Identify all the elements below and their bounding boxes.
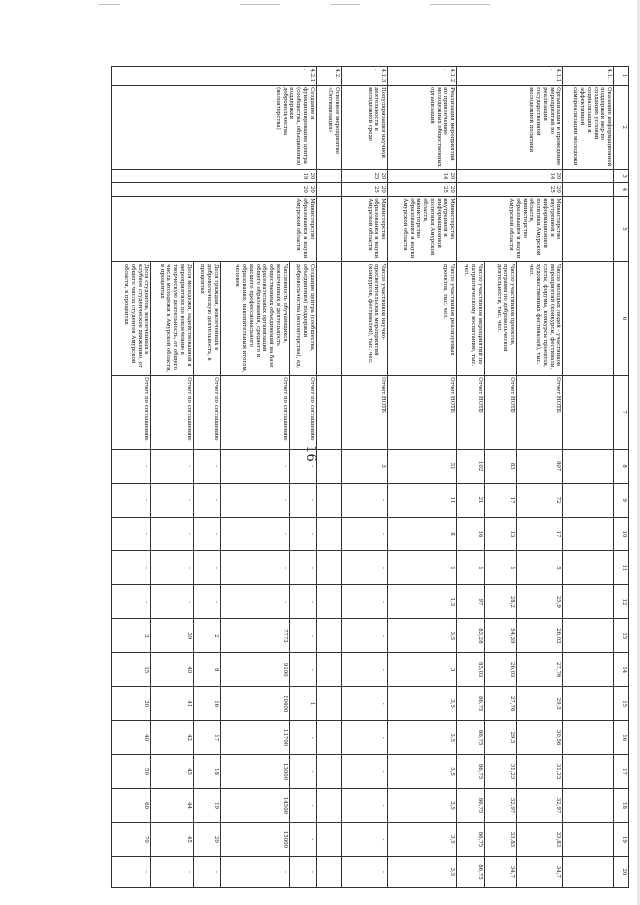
value-cell: 40: [151, 653, 193, 687]
header-cell: 2: [614, 85, 629, 169]
value-cell: -: [112, 551, 151, 585]
value-cell: -: [193, 517, 220, 551]
row-number: 4.1.3.: [341, 67, 387, 86]
value-cell: -: [151, 483, 193, 517]
value-cell: 8: [193, 653, 220, 687]
value-cell: -: [341, 551, 387, 585]
value-cell: 29,5: [484, 721, 516, 755]
value-cell: -: [112, 517, 151, 551]
row-start-year: 2014: [457, 169, 563, 182]
indicator-name: Доля молодежи, задействованной в мероприятиях по вовлечению в творческую деятельность, от общего числа молодежи в Амурской области, в процентах: [151, 262, 193, 375]
value-cell: 31,23: [484, 755, 516, 789]
value-cell: 27,76: [517, 653, 563, 687]
value-cell: -: [289, 619, 316, 653]
data-source: Отчет по соглашению: [289, 375, 316, 449]
value-cell: -: [151, 585, 193, 619]
header-cell: 18: [614, 789, 629, 823]
value-cell: -: [289, 551, 316, 585]
value-cell: -: [289, 721, 316, 755]
value-cell: -: [193, 449, 220, 483]
value-cell: -: [341, 619, 387, 653]
value-cell: 17: [484, 483, 516, 517]
value-cell: 26,03: [484, 653, 516, 687]
value-cell: 15: [112, 653, 151, 687]
value-cell: -: [220, 517, 289, 551]
value-cell: -: [341, 721, 387, 755]
value-cell: 86,75: [457, 687, 485, 721]
row-executor: Министерство образования и науки Амурской области: [341, 196, 387, 262]
row-executor: Министерство образования и науки Амурской области: [112, 196, 317, 262]
header-cell: 10: [614, 517, 629, 551]
value-cell: -: [112, 585, 151, 619]
table-row: [289, 67, 316, 888]
value-cell: 3,5: [388, 687, 457, 721]
header-cell: 1: [614, 67, 629, 86]
header-row: [614, 67, 629, 888]
value-cell: 28,2: [484, 585, 516, 619]
row-name: Реализация мероприятий по привлечению молодежных общественных организаций: [388, 85, 457, 169]
value-cell: 3,5: [388, 721, 457, 755]
value-cell: 39: [151, 619, 193, 653]
header-cell: 19: [614, 822, 629, 856]
value-cell: -: [289, 517, 316, 551]
row-name: Создание и функционирование центра (сообщества, объединения) поддержки добровольчества (волонтерства): [112, 85, 317, 169]
value-cell: 1: [484, 551, 516, 585]
value-cell: -: [289, 755, 316, 789]
indicator-name: Создание центра (сообщества, объединения) поддержки добровольчества (волонтерства), ед.: [289, 262, 316, 375]
header-cell: 13: [614, 619, 629, 653]
value-cell: 1: [289, 687, 316, 721]
value-cell: 11: [388, 483, 457, 517]
value-cell: 3: [341, 449, 387, 483]
value-cell: -: [151, 551, 193, 585]
value-cell: -: [289, 822, 316, 856]
value-cell: -: [220, 449, 289, 483]
value-cell: -: [341, 755, 387, 789]
value-cell: 807: [517, 449, 563, 483]
value-cell: -: [193, 483, 220, 517]
row-start-year: 2014: [388, 169, 457, 182]
value-cell: 3: [112, 619, 151, 653]
indicator-name: Доля студентов, вовлеченных в клубное студенческое движение, от общего числа студентов Амурской области, в процентах: [112, 262, 151, 375]
header-cell: 8: [614, 449, 629, 483]
value-cell: 83: [484, 449, 516, 483]
table-row: [563, 67, 614, 888]
value-cell: 7773: [220, 619, 289, 653]
header-cell: 14: [614, 653, 629, 687]
value-cell: 86,75: [457, 822, 485, 856]
value-cell: 60: [112, 789, 151, 823]
value-cell: -: [289, 483, 316, 517]
value-cell: -: [341, 653, 387, 687]
value-cell: -: [341, 517, 387, 551]
value-cell: 41: [151, 687, 193, 721]
value-cell: 45: [151, 822, 193, 856]
row-start-year: 2019: [112, 169, 317, 182]
value-cell: -: [112, 483, 151, 517]
indicator-name: Число участников мероприятий по патриотическому воспитанию, тыс. чел.: [457, 262, 485, 375]
row-executor: Министерство внутренней и информационной политики Амурской области, министерство образования и науки Амурской области: [388, 196, 457, 262]
data-source: Отчет по соглашению: [193, 375, 220, 449]
row-end-year: 2020: [112, 183, 317, 196]
rotated-table-wrapper: [111, 66, 629, 888]
value-cell: 16: [193, 687, 220, 721]
value-cell: 19: [193, 789, 220, 823]
row-name: Популяризация научной деятельности в молодежной среде: [341, 85, 387, 169]
value-cell: -: [289, 856, 316, 887]
value-cell: -: [341, 483, 387, 517]
value-cell: -: [151, 449, 193, 483]
value-cell: 3,5: [388, 789, 457, 823]
value-cell: 16: [457, 517, 485, 551]
value-cell: -: [220, 483, 289, 517]
value-cell: 32,97: [517, 789, 563, 823]
value-cell: 15000: [220, 822, 289, 856]
value-cell: 21: [457, 483, 485, 517]
value-cell: 10400: [220, 687, 289, 721]
header-cell: 4: [614, 183, 629, 196]
row-start-year: 2025: [341, 169, 387, 182]
value-cell: -: [151, 856, 193, 887]
row-name: Организация и проведение мероприятий по реализации государственной молодежной политики: [457, 85, 563, 169]
data-source: Отчет по соглашению: [112, 375, 151, 449]
value-cell: 13: [484, 517, 516, 551]
header-cell: 5: [614, 196, 629, 262]
value-cell: 72: [517, 483, 563, 517]
value-cell: 3,5: [388, 856, 457, 887]
value-cell: 3,5: [388, 619, 457, 653]
value-cell: 51: [388, 449, 457, 483]
row-name: Оказание информационной поддержки мер по созданию условий социализации и эффективной самореализации молодежи: [563, 85, 614, 169]
value-cell: 43: [151, 755, 193, 789]
header-cell: 16: [614, 721, 629, 755]
value-cell: 3,5: [388, 755, 457, 789]
header-cell: 17: [614, 755, 629, 789]
data-source: Отчет НОТБ: [388, 375, 457, 449]
indicator-name: Число участников научно-просветительских мероприятий (конкурсов, фестивалей), тыс. чел.: [341, 262, 387, 375]
value-cell: 70: [112, 822, 151, 856]
row-name: Основное мероприятие «Оптимизация»: [316, 85, 341, 169]
value-cell: 86,75: [457, 856, 485, 887]
value-cell: -: [151, 517, 193, 551]
value-cell: 27,76: [484, 687, 516, 721]
value-cell: -: [220, 856, 289, 887]
value-cell: 50: [112, 755, 151, 789]
data-source: Отчет НОТБ: [457, 375, 485, 449]
page-number: 16: [302, 445, 318, 462]
header-cell: 15: [614, 687, 629, 721]
value-cell: -: [220, 551, 289, 585]
value-cell: -: [112, 856, 151, 887]
value-cell: 1: [388, 551, 457, 585]
value-cell: -: [193, 551, 220, 585]
value-cell: -: [289, 449, 316, 483]
row-end-year: 2025: [388, 183, 457, 196]
row-end-year: 2025: [457, 183, 563, 196]
value-cell: 83,28: [457, 619, 485, 653]
header-cell: 11: [614, 551, 629, 585]
value-cell: 30: [112, 687, 151, 721]
header-cell: 20: [614, 856, 629, 887]
value-cell: -: [341, 822, 387, 856]
value-cell: 33,83: [484, 822, 516, 856]
row-number: 4.1.: [563, 67, 614, 86]
value-cell: 9100: [220, 653, 289, 687]
data-source: Отчет НОТБ: [484, 375, 516, 449]
value-cell: 17: [193, 721, 220, 755]
row-number: 4.1.1.: [457, 67, 563, 86]
indicator-name: Число участников реализуемых проектов, тыс. чел.: [388, 262, 457, 375]
header-cell: 6: [614, 262, 629, 375]
data-source: Отчет НОТБ: [341, 375, 387, 449]
value-cell: 97: [457, 585, 485, 619]
row-number: 4.1.2.: [388, 67, 457, 86]
value-cell: 8: [388, 517, 457, 551]
program-indicators-table: [111, 66, 629, 888]
value-cell: -: [289, 789, 316, 823]
value-cell: 5: [517, 551, 563, 585]
row-end-year: 2025: [341, 183, 387, 196]
value-cell: 2: [193, 619, 220, 653]
data-source: Отчет по соглашению: [220, 375, 289, 449]
row-number: 4.2.: [316, 67, 341, 86]
value-cell: 3: [388, 653, 457, 687]
value-cell: -: [341, 585, 387, 619]
indicator-name: Число молодых людей - участников мероприятий (конкурсы, фестивали, слеты, форумы, конкурсы проектов, художественных фестивалей), тыс. чел.: [517, 262, 563, 375]
value-cell: 26,03: [517, 619, 563, 653]
header-cell: 9: [614, 483, 629, 517]
indicator-name: Число участников проектов, программ по добровольческой деятельности, тыс. чел.: [484, 262, 516, 375]
value-cell: -: [341, 687, 387, 721]
table-row: [388, 67, 457, 888]
value-cell: 40: [112, 721, 151, 755]
value-cell: 54,39: [484, 619, 516, 653]
header-cell: 7: [614, 375, 629, 449]
value-cell: 3,5: [388, 822, 457, 856]
table-row: [517, 67, 563, 888]
value-cell: 42: [151, 721, 193, 755]
value-cell: -: [112, 449, 151, 483]
row-number: 4.2.1.: [112, 67, 317, 86]
header-cell: 12: [614, 585, 629, 619]
value-cell: -: [220, 585, 289, 619]
value-cell: 31,23: [517, 755, 563, 789]
indicator-name: Доля граждан, вовлеченных в добровольческую деятельность, в процентах: [193, 262, 220, 375]
row-executor: Министерство внутренней и информационной политики Амурской области, министерство образования и науки Амурской области: [457, 196, 563, 262]
indicator-name: Численность обучающихся, вовлеченных в деятельность общественных объединений на базе образовательных организаций общего образования, среднего и высшего профессионального образования, накопительным итогом, человек: [220, 262, 289, 375]
value-cell: 25,9: [517, 585, 563, 619]
value-cell: -: [193, 585, 220, 619]
value-cell: -: [341, 856, 387, 887]
table-row: [341, 67, 387, 888]
value-cell: 102: [457, 449, 485, 483]
value-cell: -: [289, 585, 316, 619]
value-cell: 86,75: [457, 789, 485, 823]
value-cell: 34,7: [484, 856, 516, 887]
value-cell: 20: [193, 822, 220, 856]
data-source: Отчет по соглашению: [151, 375, 193, 449]
value-cell: 14500: [220, 789, 289, 823]
value-cell: 13000: [220, 755, 289, 789]
value-cell: 30,56: [517, 721, 563, 755]
value-cell: 85,03: [457, 653, 485, 687]
value-cell: 32,97: [484, 789, 516, 823]
value-cell: 34,7: [517, 856, 563, 887]
value-cell: -: [193, 856, 220, 887]
value-cell: 33,83: [517, 822, 563, 856]
value-cell: 1,3: [388, 585, 457, 619]
value-cell: 86,75: [457, 755, 485, 789]
value-cell: 11700: [220, 721, 289, 755]
value-cell: 29,5: [517, 687, 563, 721]
data-source: Отчет НОТБ: [517, 375, 563, 449]
table-row: [316, 67, 341, 888]
value-cell: -: [289, 653, 316, 687]
value-cell: 1: [457, 551, 485, 585]
value-cell: 86,75: [457, 721, 485, 755]
value-cell: 18: [193, 755, 220, 789]
value-cell: 17: [517, 517, 563, 551]
value-cell: -: [341, 789, 387, 823]
value-cell: 44: [151, 789, 193, 823]
header-cell: 3: [614, 169, 629, 182]
